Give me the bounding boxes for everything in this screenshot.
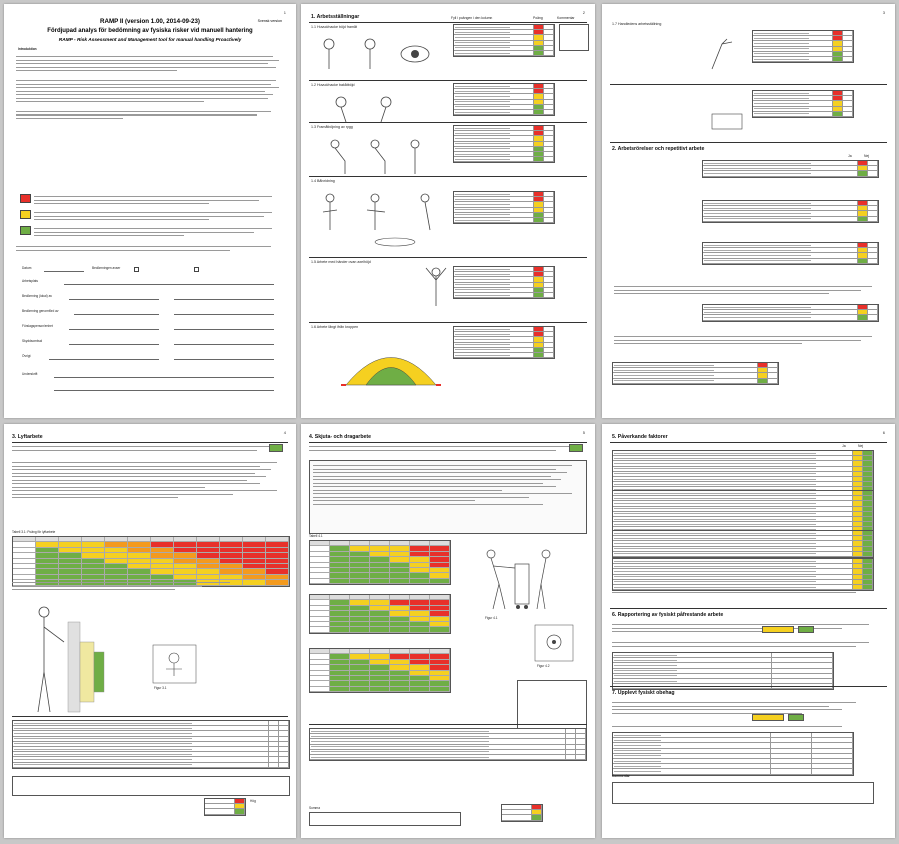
section-title: 2. Arbetsrörelser och repetitivt arbete xyxy=(612,146,705,152)
posture-arms-figure xyxy=(421,266,451,316)
form-label-assess-local: Bedömning (lokal) av xyxy=(22,294,52,298)
document-page-2 xyxy=(301,4,595,418)
form-label-other: Övrigt xyxy=(22,354,31,358)
page-number: 2 xyxy=(582,10,585,15)
score-table-repetitive-1 xyxy=(702,160,879,178)
form-label-performed-by: Bedömning genomförd av xyxy=(22,309,59,313)
lift-total-table xyxy=(204,798,246,816)
document-page-4 xyxy=(4,424,296,838)
item-wrist-title: 1.7 Handledens arbetsställning xyxy=(612,22,662,26)
score-table-3 xyxy=(453,125,555,163)
legend-green-swatch xyxy=(20,226,31,235)
discomfort-yes-box[interactable] xyxy=(752,714,784,721)
score-table-keyboard xyxy=(752,90,854,118)
form-label-workplace: Arbetsplats xyxy=(22,279,38,283)
header-col-1: Fyll i poängen i den kolumn xyxy=(451,16,493,20)
score-table-repetitive-2 xyxy=(702,200,879,223)
comment-label: Kommentar xyxy=(612,774,630,778)
lift-modifier-table xyxy=(12,720,290,769)
wrist-figure xyxy=(707,34,747,74)
col-label-no: Nej xyxy=(864,154,870,158)
legend-yellow-swatch xyxy=(20,210,31,219)
discomfort-no-box[interactable] xyxy=(788,714,804,721)
table-title: Tabell 4.1 xyxy=(309,534,323,538)
push-modifier-table xyxy=(309,728,587,761)
document-page-5 xyxy=(301,424,595,838)
score-table-5 xyxy=(453,266,555,299)
lift-score-grid xyxy=(12,536,290,587)
form-label-assessment: Bedömningen avser xyxy=(92,266,121,270)
push-time-grid xyxy=(309,648,451,693)
score-table-wrist xyxy=(752,30,854,63)
checkbox-1[interactable] xyxy=(134,267,139,272)
factor-table-3 xyxy=(612,530,874,558)
section-title: 3. Lyftarbete xyxy=(12,434,43,440)
section-title: 4. Skjuta- och dragarbete xyxy=(309,434,371,440)
page-number: 6 xyxy=(882,430,885,435)
comment-box-1[interactable] xyxy=(559,24,589,51)
score-table-repetitive-3 xyxy=(702,242,879,265)
col-label-yes: Ja xyxy=(848,154,852,158)
keyboard-figure xyxy=(707,94,747,134)
push-cart-figure xyxy=(471,544,561,614)
reach-zone-figure xyxy=(341,340,441,390)
document-page-3 xyxy=(602,4,895,418)
table-title: Tabell 3.1: Poäng för lyftarbete xyxy=(12,530,56,534)
lift-figure-photo xyxy=(152,644,197,684)
form-label-date: Datum xyxy=(22,266,32,270)
legend-red-swatch xyxy=(20,194,31,203)
factor-table-1 xyxy=(612,450,874,494)
summary-score-box xyxy=(569,444,583,452)
col-label-yes: Ja xyxy=(842,444,846,448)
summary-score-box xyxy=(269,444,283,452)
instruction-box xyxy=(309,460,587,534)
page-number: 1 xyxy=(283,10,286,15)
comment-box[interactable] xyxy=(309,812,461,826)
score-table-4 xyxy=(453,191,555,224)
item-5-title: 1.5 Arbete med händer ovan axelhöjd xyxy=(311,260,371,264)
push-score-grid xyxy=(309,540,451,585)
posture-twist-figure xyxy=(315,190,450,250)
score-table-repetitive-4 xyxy=(702,304,879,322)
pull-score-grid xyxy=(309,594,451,634)
form-label-signature: Underskrift xyxy=(22,372,38,376)
page-number: 5 xyxy=(582,430,585,435)
section-title: 5. Påverkande faktorer xyxy=(612,434,668,440)
item-2-title: 1.2 Huvud/nacke bakåtböjd xyxy=(311,83,355,87)
page-number: 3 xyxy=(882,10,885,15)
col-label-no: Nej xyxy=(858,444,864,448)
intro-heading: Introduktion xyxy=(18,47,37,51)
item-6-title: 1.6 Arbete långt ifrån kroppen xyxy=(311,325,359,329)
hand-force-figure xyxy=(534,624,574,664)
document-title: RAMP II (version 1.00, 2014-09-23) xyxy=(100,18,200,25)
item-1-title: 1.1 Huvud/nacke böjd framåt xyxy=(311,25,357,29)
document-subtitle: Fördjupad analys för bedömning av fysiska risker vid manuell hantering xyxy=(47,28,253,34)
section-title-2: 6. Rapportering av fysiskt påfrestande arbete xyxy=(612,612,724,618)
posture-neck-figure xyxy=(315,34,445,74)
checkbox-2[interactable] xyxy=(194,267,199,272)
comment-box[interactable] xyxy=(612,782,874,804)
document-page-1 xyxy=(4,4,296,418)
posture-neck-back-figure xyxy=(321,94,421,124)
figure2-label: Figur 4.2 xyxy=(537,664,550,668)
section-title-3: 7. Upplevt fysiskt obehag xyxy=(612,690,675,696)
push-total-table xyxy=(501,804,543,822)
document-page-6 xyxy=(602,424,895,838)
score-table-6 xyxy=(453,326,555,359)
discomfort-table xyxy=(612,732,854,776)
item-3-title: 1.3 Framåtböjning av rygg xyxy=(311,125,353,129)
posture-trunk-figure xyxy=(315,136,450,176)
item-4-title: 1.4 Bålvridning xyxy=(311,179,335,183)
lift-zone-figure xyxy=(24,602,124,722)
report-no-box[interactable] xyxy=(798,626,814,633)
form-label-responsible: Förslagsperson/enhet xyxy=(22,324,53,328)
comment-box[interactable] xyxy=(12,776,290,796)
figure-label: Figur 4.1 xyxy=(485,616,498,620)
summary-label: Hög xyxy=(250,799,256,803)
section-title: 1. Arbetsställningar xyxy=(311,14,360,20)
score-table-2 xyxy=(453,83,555,116)
report-yes-box[interactable] xyxy=(762,626,794,633)
factor-table-4 xyxy=(612,558,874,591)
document-subtitle-en: RAMP - Risk Assessment and Management tool for manual handling Proactively xyxy=(58,38,242,43)
score-table-1 xyxy=(453,24,555,57)
intro-text xyxy=(16,54,284,121)
header-col-2: Poäng xyxy=(533,16,543,20)
footer-label: Summa xyxy=(309,806,320,810)
factor-table-2 xyxy=(612,490,874,534)
report-table xyxy=(612,652,834,690)
score-table-repetitive-5 xyxy=(612,362,779,385)
header-col-3: Kommentar xyxy=(557,16,575,20)
language-label: Svensk version xyxy=(257,19,282,23)
form-label-safety-rep: Skyddsombud xyxy=(22,339,43,343)
page-number: 4 xyxy=(283,430,286,435)
figure-label: Figur 3.1 xyxy=(154,686,167,690)
